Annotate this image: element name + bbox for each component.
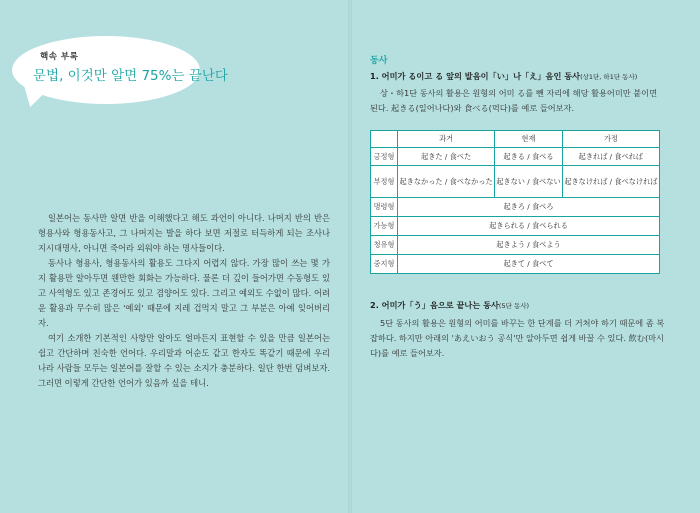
- table-cell: 起きられる / 食べられる: [398, 217, 660, 236]
- body-paragraph: 동사나 형용사, 형용동사의 활용도 그다지 어렵지 않다. 가장 많이 쓰는 몇 가지 활용만 알아두면 웬만한 회화는 가능하다. 물론 더 깊이 들어가면 수동형도 있고 사역형도 있고 존경어도 있고 겸양어도 있다. 그리고 예외도 수없이 많다. 어려운 활용과 무수히 많은 '예외' 때문에 지레 겁먹지 말고 그 부분은 아예 잊어버리자.: [38, 258, 330, 328]
- table-cell: 起きて / 食べて: [398, 255, 660, 274]
- appendix-label: 핵속 부록: [40, 52, 79, 62]
- table-cell: 起きなければ / 食べなければ: [562, 166, 659, 198]
- body-paragraph: 일본어는 동사만 알면 반을 이해했다고 해도 과언이 아니다. 나머지 반의 반은 형용사와 형용동사고, 그 나머지는 발을 하다 보면 저절로 터득하게 되는 조사나 지시대명사, 아니면 죽어라 외워야 하는 명사들이다.: [38, 213, 330, 253]
- subsection-heading-2: [370, 300, 529, 311]
- table-cell: 起きれば / 食べれば: [562, 148, 659, 166]
- table-row: [371, 198, 660, 217]
- row-header: 청유형: [371, 236, 398, 255]
- table-corner: [371, 131, 398, 148]
- table-cell: 起きなかった / 食べなかった: [398, 166, 495, 198]
- column-header: 가정: [562, 131, 659, 148]
- subsection-paragraph-2: 5단 동사의 활용은 원형의 어미를 바꾸는 한 단계를 더 거쳐야 하기 때문에 좀 복잡하다. 하지만 아래의 'あえいおう 공식'만 알아두면 쉽게 바꿀 수 있다. 飲む(마시다)를 예로 들어보자.: [370, 318, 665, 358]
- subsection-paragraph-1: 상・하1단 동사의 활용은 원형의 어미 る를 뺀 자리에 해당 활용어미만 붙이면 된다. 起きる(일어나다)와 食べる(먹다)를 예로 들어보자.: [370, 88, 657, 113]
- table-cell: 起きろ / 食べろ: [398, 198, 660, 217]
- subsection-heading-text: 1. 어미가 る이고 る 앞의 발음이「い」나「え」음인 동사: [370, 71, 581, 81]
- row-header: 명령형: [371, 198, 398, 217]
- subsection-heading-note: (5단 동사): [498, 302, 530, 310]
- subsection-heading-text: 2. 어미가「う」음으로 끝나는 동사: [370, 300, 499, 310]
- row-header: 부정형: [371, 166, 398, 198]
- row-header: 가능형: [371, 217, 398, 236]
- left-body-text: [38, 211, 330, 391]
- page-gutter: [348, 0, 352, 513]
- column-header: 현재: [495, 131, 563, 148]
- conjugation-table: [370, 130, 660, 274]
- table-header-row: [371, 131, 660, 148]
- table-row: [371, 148, 660, 166]
- page-title: 문법, 이것만 알면 75%는 끝난다: [33, 68, 228, 84]
- table-row: [371, 166, 660, 198]
- table-cell: 起きない / 食べない: [495, 166, 563, 198]
- column-header: 과거: [398, 131, 495, 148]
- table-cell: 起きる / 食べる: [495, 148, 563, 166]
- table-row: [371, 217, 660, 236]
- table-cell: 起きよう / 食べよう: [398, 236, 660, 255]
- subsection-heading-note: (상1단, 하1단 동사): [580, 73, 638, 81]
- section-title: 동사: [370, 56, 388, 66]
- row-header: 중지형: [371, 255, 398, 274]
- table-row: [371, 236, 660, 255]
- subsection-heading-1: [370, 71, 637, 82]
- table-row: [371, 255, 660, 274]
- row-header: 긍정형: [371, 148, 398, 166]
- body-paragraph: 여기 소개한 기본적인 사항만 알아도 얼마든지 표현할 수 있을 만큼 일본어는 쉽고 간단하며 친숙한 언어다. 우리말과 어순도 같고 한자도 똑같기 때문에 우리나라 사람들 모두는 일본어를 잘할 수 있는 소지가 충분하다. 일단 한번 덤벼보자. 그러면 이렇게 간단한 언어가 있음까 싶을 테니.: [38, 333, 330, 388]
- table-cell: 起きた / 食べた: [398, 148, 495, 166]
